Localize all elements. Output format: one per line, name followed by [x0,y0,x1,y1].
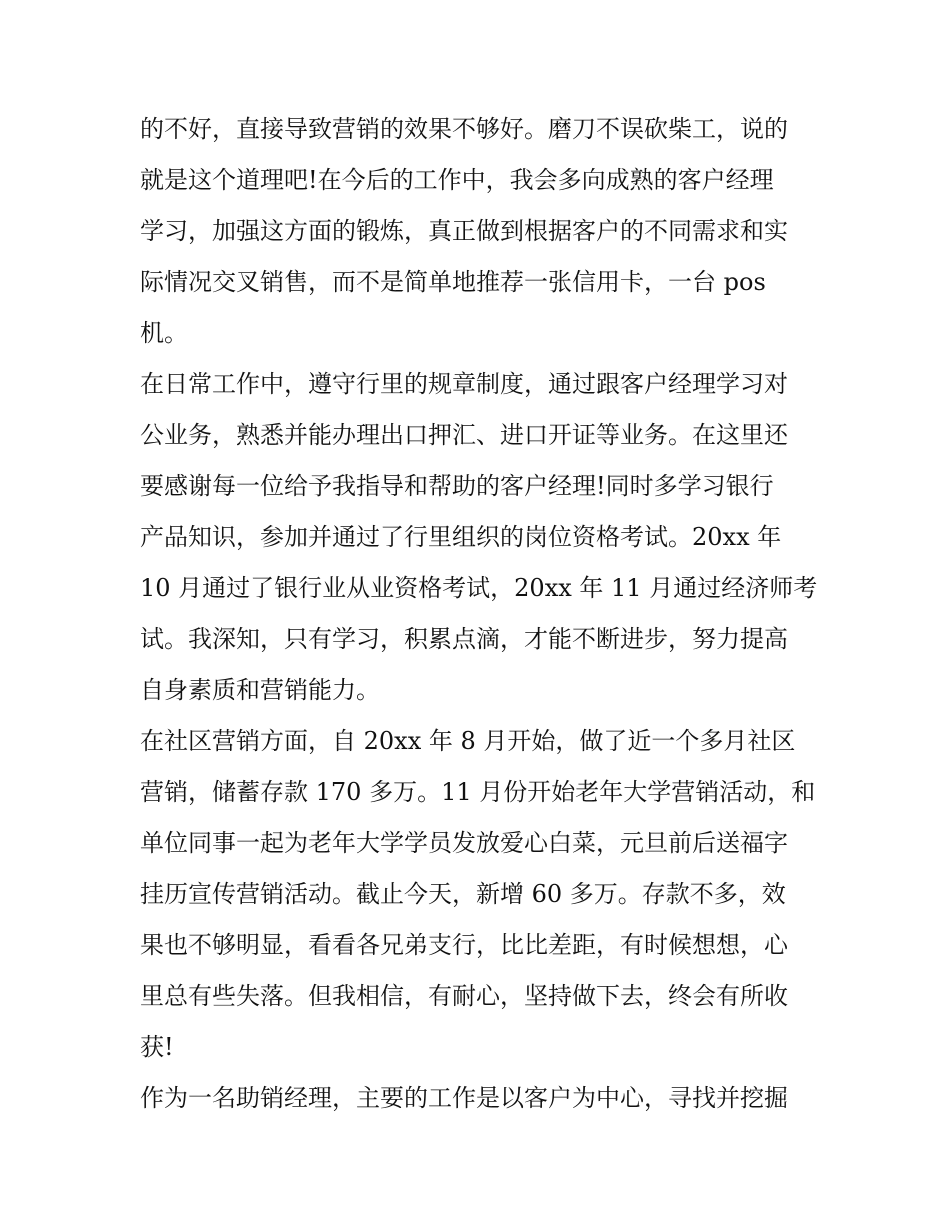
text-line: 的不好，直接导致营销的效果不够好。磨刀不误砍柴工，说的 [140,115,788,143]
body-text [140,104,820,1124]
text-line: 要感谢每一位给予我指导和帮助的客户经理!同时多学习银行 [140,472,774,500]
text-line: 学习，加强这方面的锻炼，真正做到根据客户的不同需求和实 [140,217,788,245]
text-line: 单位同事一起为老年大学学员发放爱心白菜，元旦前后送福字 [140,829,788,857]
text-line: 营销，储蓄存款 170 多万。11 月份开始老年大学营销活动，和 [140,778,816,806]
text-line: 就是这个道理吧!在今后的工作中，我会多向成熟的客户经理 [140,166,774,194]
text-line: 果也不够明显，看看各兄弟支行，比比差距，有时候想想，心 [140,931,788,959]
text-line: 机。 [140,319,188,347]
text-line: 公业务，熟悉并能办理出口押汇、进口开证等业务。在这里还 [140,421,788,449]
text-line: 获! [140,1033,174,1061]
text-line: 产品知识，参加并通过了行里组织的岗位资格考试。20xx 年 [140,523,782,551]
text-line: 自身素质和营销能力。 [140,676,380,704]
text-line: 作为一名助销经理，主要的工作是以客户为中心，寻找并挖掘 [140,1084,788,1112]
text-line: 试。我深知，只有学习，积累点滴，才能不断进步，努力提高 [140,625,788,653]
text-line: 10 月通过了银行业从业资格考试，20xx 年 11 月通过经济师考 [140,574,818,602]
text-line: 际情况交叉销售，而不是简单地推荐一张信用卡，一台 pos [140,268,766,296]
text-line: 挂历宣传营销活动。截止今天，新增 60 多万。存款不多，效 [140,880,786,908]
text-line: 在社区营销方面，自 20xx 年 8 月开始，做了近一个多月社区 [140,727,796,755]
text-line: 在日常工作中，遵守行里的规章制度，通过跟客户经理学习对 [140,370,788,398]
text-line: 里总有些失落。但我相信，有耐心，坚持做下去，终会有所收 [140,982,788,1010]
